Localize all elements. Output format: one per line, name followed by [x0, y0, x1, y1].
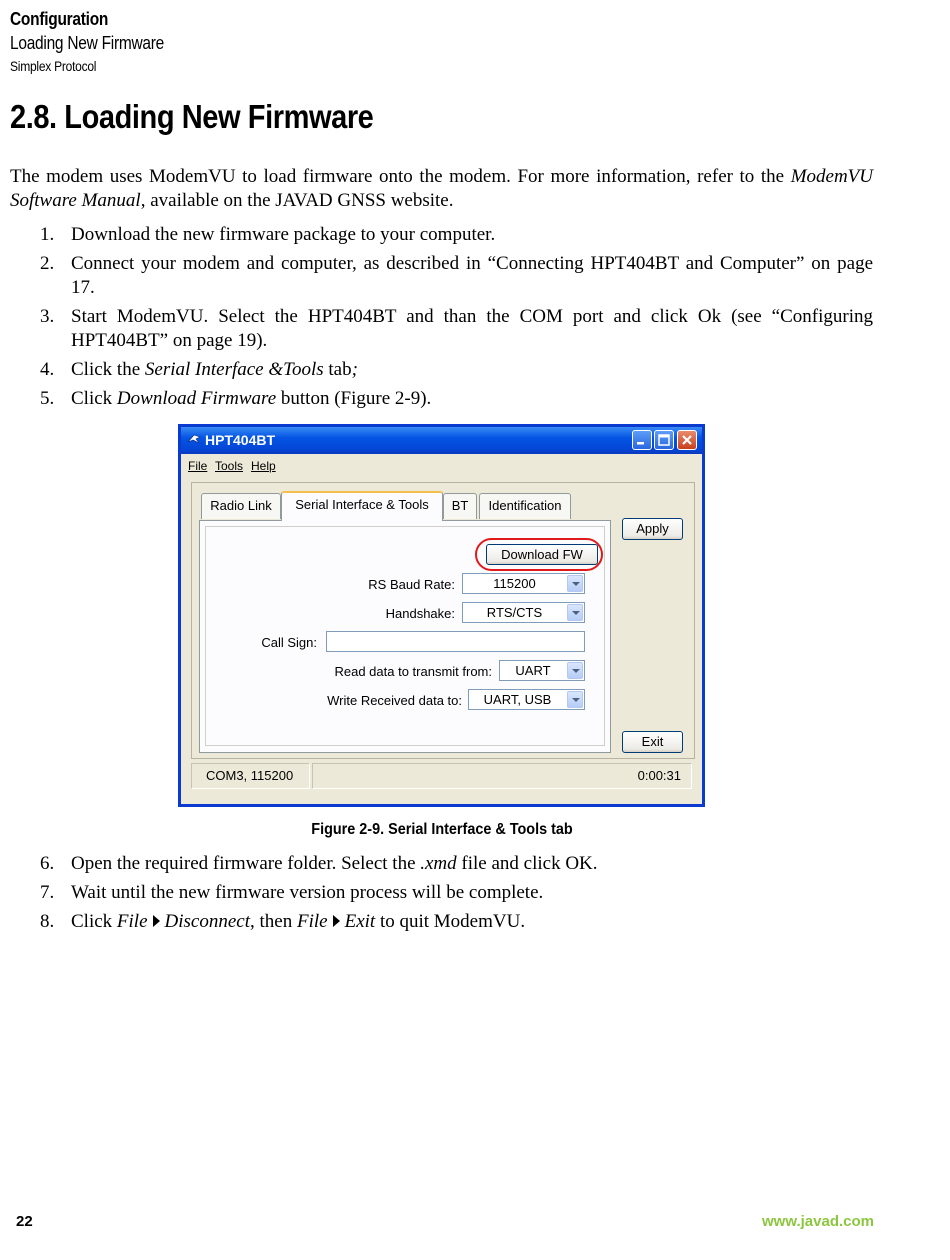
- section-title: 2.8. Loading New Firmware: [10, 98, 374, 135]
- step-emphasis: Exit: [344, 911, 376, 932]
- minimize-icon: [633, 431, 651, 449]
- step-number: 8.: [40, 911, 55, 932]
- step-emphasis: ;: [351, 359, 358, 380]
- baud-rate-select[interactable]: [462, 573, 585, 594]
- list-item: [0, 252, 873, 300]
- chevron-down-icon[interactable]: [567, 575, 583, 592]
- step-emphasis: Download Firmware: [116, 388, 277, 409]
- step-text: Click: [71, 388, 117, 409]
- call-sign-label: Call Sign:: [261, 635, 317, 650]
- maximize-button[interactable]: [654, 430, 674, 450]
- read-data-value: UART: [515, 663, 551, 678]
- running-header-subsection: Simplex Protocol: [10, 58, 97, 74]
- close-icon: [678, 431, 696, 449]
- exit-button[interactable]: Exit: [622, 731, 683, 753]
- handshake-select[interactable]: [462, 602, 585, 623]
- baud-rate-value: 115200: [493, 576, 536, 591]
- step-text: to quit ModemVU.: [375, 911, 526, 932]
- write-data-label: Write Received data to:: [327, 693, 462, 708]
- chevron-down-icon[interactable]: [567, 662, 583, 679]
- page-number: 22: [16, 1213, 33, 1230]
- running-header-chapter: Configuration: [10, 9, 109, 29]
- list-item: [0, 852, 873, 876]
- step-number: 2.: [40, 253, 55, 274]
- intro-text: The modem uses ModemVU to load firmware onto the modem. For more information, refer to the: [10, 166, 791, 187]
- maximize-icon: [655, 431, 673, 449]
- manual-title: ModemVU Software Manual: [10, 166, 873, 211]
- download-fw-button[interactable]: Download FW: [486, 544, 598, 565]
- step-number: 5.: [40, 388, 55, 409]
- close-button[interactable]: [677, 430, 697, 450]
- step-emphasis: File: [296, 911, 328, 932]
- running-header-section: Loading New Firmware: [10, 33, 165, 53]
- list-item: [0, 223, 873, 247]
- step-number: 4.: [40, 359, 55, 380]
- read-data-select[interactable]: [499, 660, 585, 681]
- apply-button[interactable]: Apply: [622, 518, 683, 540]
- menu-tools[interactable]: Tools: [215, 459, 244, 473]
- step-text: file and click OK.: [456, 853, 598, 874]
- list-item: [0, 305, 873, 353]
- step-text: Click: [71, 911, 117, 932]
- baud-rate-label: RS Baud Rate:: [368, 577, 455, 592]
- tab-radio-link[interactable]: Radio Link: [201, 493, 281, 519]
- step-text: tab: [323, 359, 352, 380]
- chevron-down-icon[interactable]: [567, 604, 583, 621]
- list-item: [0, 881, 873, 905]
- tab-identification[interactable]: Identification: [479, 493, 571, 519]
- list-item: [0, 387, 873, 411]
- handshake-label: Handshake:: [385, 606, 455, 621]
- step-number: 1.: [40, 224, 55, 245]
- steps-list-before: [0, 223, 873, 416]
- step-number: 3.: [40, 306, 55, 327]
- status-port: COM3, 115200: [191, 763, 310, 789]
- step-text: Open the required firmware folder. Select the: [71, 853, 421, 874]
- app-icon: [187, 433, 201, 445]
- handshake-value: RTS/CTS: [486, 605, 543, 620]
- step-number: 6.: [40, 853, 55, 874]
- step-text: Wait until the new firmware version process will be complete.: [71, 882, 544, 903]
- list-item: [0, 910, 873, 934]
- tab-bt[interactable]: BT: [443, 493, 477, 519]
- step-emphasis: .xmd: [420, 853, 457, 874]
- step-emphasis: Disconnect: [164, 911, 251, 932]
- write-data-select[interactable]: [468, 689, 585, 710]
- step-text: Click the: [71, 359, 145, 380]
- chevron-down-icon[interactable]: [567, 691, 583, 708]
- minimize-button[interactable]: [632, 430, 652, 450]
- intro-paragraph: [10, 165, 873, 213]
- highlight-circle: [475, 538, 603, 571]
- menu-bar: [181, 454, 702, 476]
- step-emphasis: File: [116, 911, 148, 932]
- step-text: Start ModemVU. Select the HPT404BT and than the COM port and click Ok (see “Configuring HPT404BT” on page 19).: [71, 306, 873, 351]
- step-text: , then: [250, 911, 297, 932]
- window-titlebar: [181, 427, 702, 454]
- footer-url[interactable]: www.javad.com: [762, 1213, 874, 1230]
- hpt404bt-window-screenshot: [178, 424, 705, 807]
- intro-text-end: , available on the JAVAD GNSS website.: [140, 190, 454, 211]
- status-time: 0:00:31: [312, 763, 692, 789]
- step-text: Connect your modem and computer, as described in “Connecting HPT404BT and Computer” on page 17.: [71, 253, 873, 298]
- list-item: [0, 358, 873, 382]
- step-text: button (Figure 2-9).: [276, 388, 432, 409]
- menu-help[interactable]: Help: [251, 459, 276, 473]
- menu-arrow-icon: [153, 915, 160, 927]
- window-title: HPT404BT: [205, 432, 276, 448]
- figure-caption: Figure 2-9. Serial Interface & Tools tab: [311, 821, 573, 838]
- step-number: 7.: [40, 882, 55, 903]
- call-sign-input[interactable]: [326, 631, 585, 652]
- step-text: Download the new firmware package to your computer.: [71, 224, 496, 245]
- menu-file[interactable]: File: [188, 459, 208, 473]
- tab-serial-interface-tools[interactable]: Serial Interface & Tools: [281, 491, 443, 521]
- steps-list-after: [0, 852, 873, 939]
- step-emphasis: Serial Interface &Tools: [144, 359, 324, 380]
- read-data-label: Read data to transmit from:: [334, 664, 492, 679]
- menu-arrow-icon: [333, 915, 340, 927]
- write-data-value: UART, USB: [483, 692, 552, 707]
